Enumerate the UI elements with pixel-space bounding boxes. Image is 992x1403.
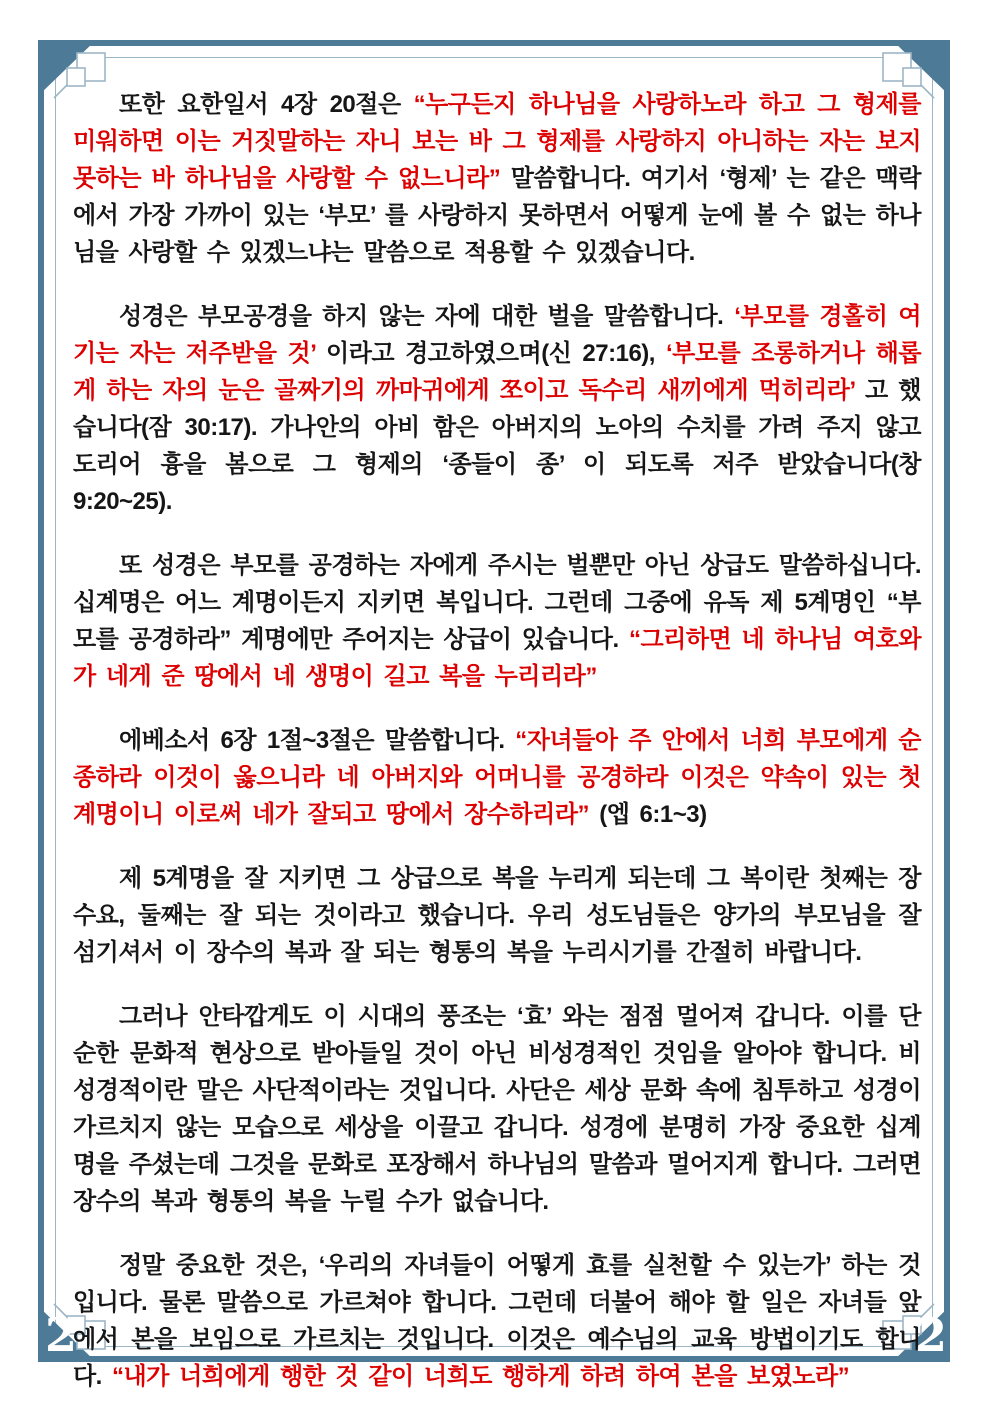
text-segment-red: ‘부모를 경홀히 여기는 자는 저주받을 것’	[73, 303, 922, 367]
paragraph	[73, 998, 921, 1220]
paragraph	[73, 860, 921, 971]
text-segment-black: 또 성경은 부모를 공경하는 자에게 주시는 벌뿐만 아닌 상급도 말씀하십니다. 십계명은 어느 계명이든지 지키면 복입니다. 그런데 그중에 유독 제 5계명인 “부모를 공경하라” 계명에만 주어지는 상급이 있습니다.	[73, 552, 921, 653]
text-segment-red: “자녀들아 주 안에서 너희 부모에게 순종하라 이것이 옳으니라 네 아버지와 어머니를 공경하라 이것은 약속이 있는 첫 계명이니 이로써 네가 잘되고 땅에서 장수하리라”	[73, 727, 921, 828]
text-segment-red: “그리하면 네 하나님 여호와가 네게 준 땅에서 네 생명이 길고 복을 누리리라”	[73, 626, 922, 690]
paragraph	[73, 722, 921, 833]
text-segment-black: 또한 요한일서 4장 20절은	[119, 91, 414, 118]
text-segment-black: 고 했습니다(잠 30:17). 가나안의 아비 함은 아버지의 노아의 수치를 가려 주지 않고 도리어 흉을 봄으로 그 형제의 ‘종들이 종’ 이 되도록 저주 받았습니다(창 9:20~25).	[73, 377, 921, 515]
text-segment-black: 그러나 안타깝게도 이 시대의 풍조는 ‘효’ 와는 점점 멀어져 갑니다. 이를 단순한 문화적 현상으로 받아들일 것이 아닌 비성경적인 것임을 알아야 합니다. 비성경적이란 말은 사단적이라는 것입니다. 사단은 세상 문화 속에 침투하고 성경이 가르치지 않는 모습으로 세상을 이끌고 갑니다. 성경에 분명히 가장 중요한 십계명을 주셨는데 그것을 문화로 포장해서 하나님의 말씀과 멀어지게 합니다. 그러면 장수의 복과 형통의 복을 누릴 수가 없습니다.	[73, 1003, 921, 1215]
text-segment-red: ‘부모를 조롱하거나 해롭게 하는 자의 눈은 골짜기의 까마귀에게 쪼이고 독수리 새끼에게 먹히리라’	[73, 340, 921, 404]
page-number-left: 2	[44, 1308, 77, 1362]
document-body	[73, 86, 921, 1395]
text-segment-red: “누구든지 하나님을 사랑하노라 하고 그 형제를 미워하면 이는 거짓말하는 자니 보는 바 그 형제를 사랑하지 아니하는 자는 보지 못하는 바 하나님을 사랑할 수 없느니라”	[73, 91, 921, 192]
text-segment-black: 성경은 부모공경을 하지 않는 자에 대한 벌을 말씀합니다.	[119, 303, 735, 330]
paragraph	[73, 547, 921, 695]
text-segment-red: “내가 너희에게 행한 것 같이 너희도 행하게 하려 하여 본을 보였노라”	[112, 1363, 850, 1390]
paragraph	[73, 298, 921, 520]
page-number-right: 2	[914, 1308, 947, 1362]
text-segment-black: 말씀합니다. 여기서 ‘형제’ 는 같은 맥락에서 가장 가까이 있는 ‘부모’ 를 사랑하지 못하면서 어떻게 눈에 볼 수 없는 하나님을 사랑할 수 있겠느냐는 말씀으로 적용할 수 있겠습니다.	[73, 165, 921, 266]
text-segment-black: (엡 6:1~3)	[589, 801, 707, 828]
text-segment-black: 에베소서 6장 1절~3절은 말씀합니다.	[119, 727, 516, 754]
paragraph	[73, 1247, 921, 1395]
text-segment-black: 이라고 경고하였으며(신 27:16),	[315, 340, 666, 367]
paragraph	[73, 86, 921, 271]
text-segment-black: 제 5계명을 잘 지키면 그 상급으로 복을 누리게 되는데 그 복이란 첫째는 장수요, 둘째는 잘 되는 것이라고 했습니다. 우리 성도님들은 양가의 부모님을 잘 섬기셔서 이 장수의 복과 잘 되는 형통의 복을 누리시기를 간절히 바랍니다.	[73, 865, 921, 966]
text-segment-black: 정말 중요한 것은, ‘우리의 자녀들이 어떻게 효를 실천할 수 있는가’ 하는 것입니다. 물론 말씀으로 가르쳐야 합니다. 그런데 더불어 해야 할 일은 자녀들 앞에서 본을 보임으로 가르치는 것입니다. 이것은 예수님의 교육 방법이기도 합니다.	[73, 1252, 921, 1390]
